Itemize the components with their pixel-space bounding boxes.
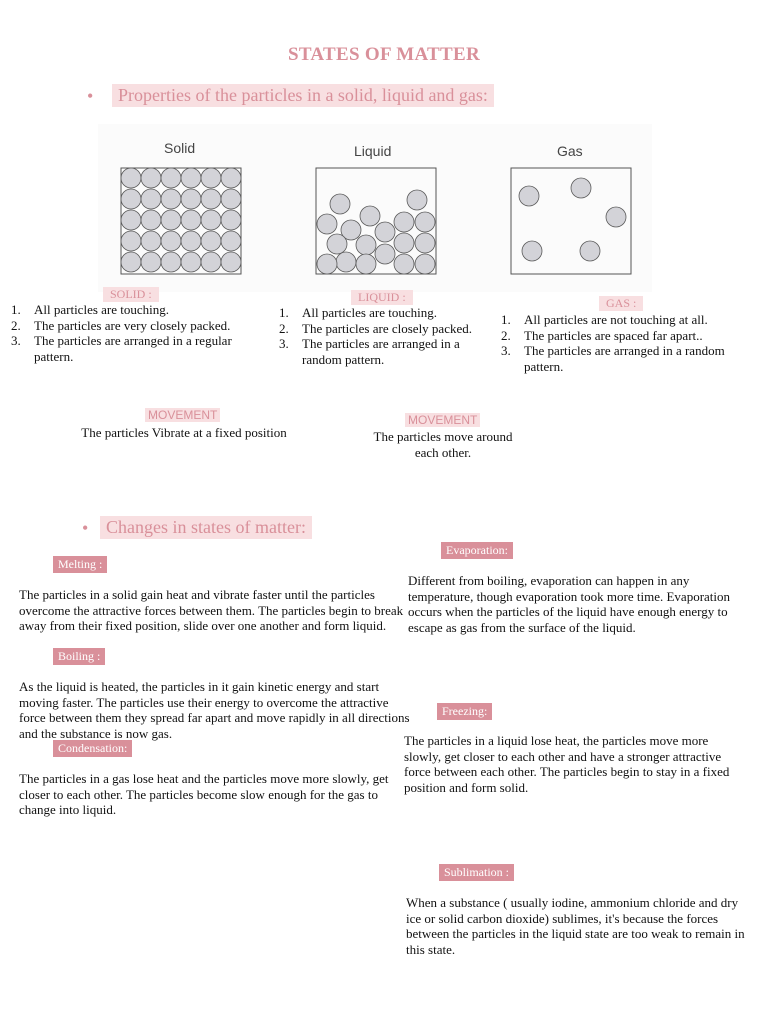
particle — [181, 252, 201, 272]
solid-tag: SOLID : — [103, 287, 159, 302]
particle — [141, 210, 161, 230]
particle — [375, 244, 395, 264]
particle — [221, 189, 241, 209]
particle — [161, 168, 181, 188]
particle — [141, 231, 161, 251]
particle — [121, 231, 141, 251]
particle — [121, 210, 141, 230]
particle — [141, 252, 161, 272]
particle — [317, 214, 337, 234]
particle — [360, 206, 380, 226]
list-item: 1. All particles are touching. — [279, 305, 438, 320]
evaporation-text: Different from boiling, evaporation can happen in any temperature, though evaporation took more time. Evaporation occurs when the particles of the liquid have enough energy to escape as gas from the surface of the liquid. — [408, 573, 731, 635]
list-item: 3. The particles are arranged in a random pattern. — [501, 343, 725, 374]
particle — [181, 231, 201, 251]
particle — [161, 210, 181, 230]
sublimation-tag: Sublimation : — [439, 864, 514, 881]
condensation-text: The particles in a gas lose heat and the particles move more slowly, get closer to each other. The particles become slow enough for the gas to change into liquid. — [19, 771, 389, 817]
particle — [141, 168, 161, 188]
particle — [201, 252, 221, 272]
particle-diagram-svg — [98, 124, 652, 292]
list-item: 3. The particles are arranged in a regular pattern. — [11, 333, 232, 364]
particle — [606, 207, 626, 227]
particle — [221, 231, 241, 251]
section-heading-properties: Properties of the particles in a solid, liquid and gas: — [112, 84, 494, 107]
melting-tag: Melting : — [53, 556, 107, 573]
particle — [161, 231, 181, 251]
freezing-text: The particles in a liquid lose heat, the particles move more slowly, get closer to each other and have a stronger attractive force between each other. The particles begin to stay in a fixed position and form solid. — [404, 733, 730, 795]
solid-particles — [121, 168, 241, 274]
particle — [181, 210, 201, 230]
liquid-label: Liquid — [354, 143, 392, 159]
liquid-properties-list — [279, 305, 499, 367]
particle — [330, 194, 350, 214]
particle — [121, 252, 141, 272]
particle — [161, 252, 181, 272]
particle — [522, 241, 542, 261]
particle — [571, 178, 591, 198]
particle — [221, 210, 241, 230]
liquid-movement-tag: MOVEMENT — [405, 413, 480, 427]
particle — [121, 189, 141, 209]
particle — [375, 222, 395, 242]
condensation-tag: Condensation: — [53, 740, 132, 757]
solid-properties-list — [11, 302, 261, 364]
bullet-marker: • — [82, 518, 89, 538]
section-heading-changes: Changes in states of matter: — [100, 516, 312, 539]
boiling-tag: Boiling : — [53, 648, 105, 665]
particle — [201, 210, 221, 230]
particle — [141, 189, 161, 209]
particle — [121, 168, 141, 188]
freezing-tag: Freezing: — [437, 703, 492, 720]
solid-movement-tag: MOVEMENT — [145, 408, 220, 422]
particle — [317, 254, 337, 274]
liquid-particles — [316, 168, 436, 274]
bullet-marker: • — [87, 86, 94, 106]
list-item: 2. The particles are very closely packed. — [11, 317, 231, 333]
particle — [580, 241, 600, 261]
particle — [394, 212, 414, 232]
particle — [221, 252, 241, 272]
list-item: 2. The particles are spaced far apart.. — [501, 327, 703, 343]
solid-movement-text: The particles Vibrate at a fixed position — [81, 425, 287, 440]
gas-particles — [511, 168, 631, 274]
solid-label: Solid — [164, 140, 196, 156]
evaporation-tag: Evaporation: — [441, 542, 513, 559]
melting-text: The particles in a solid gain heat and vibrate faster until the particles overcome the attractive forces between them. The particles begin to break away from their fixed position, slide over one another and form liquid. — [19, 587, 404, 633]
particle — [201, 231, 221, 251]
particle — [201, 189, 221, 209]
gas-tag: GAS : — [599, 296, 643, 311]
gas-label: Gas — [557, 143, 583, 159]
particle-diagram — [98, 124, 652, 292]
particle — [356, 254, 376, 274]
particle — [394, 254, 414, 274]
particle — [394, 233, 414, 253]
list-item: 2. The particles are closely packed. — [279, 320, 472, 336]
page-title: STATES OF MATTER — [287, 44, 481, 65]
particle — [415, 212, 435, 232]
sublimation-text: When a substance ( usually iodine, ammonium chloride and dry ice or solid carbon dioxide) sublimes, it's because the forces between the particles in the liquid state are too weak to remain in this state. — [406, 895, 745, 957]
gas-properties-list — [501, 312, 756, 374]
particle — [181, 189, 201, 209]
particle — [327, 234, 347, 254]
particle — [415, 233, 435, 253]
particle — [336, 252, 356, 272]
list-item: 1. All particles are touching. — [11, 302, 170, 317]
list-item: 1. All particles are not touching at all. — [501, 312, 708, 327]
particle — [181, 168, 201, 188]
particle — [161, 189, 181, 209]
particle — [519, 186, 539, 206]
boiling-text: As the liquid is heated, the particles in it gain kinetic energy and start moving faster. The particles use their energy to overcome the attractive force between them they spread far apart and move rapidly in all directions and the substance is now gas. — [19, 679, 410, 741]
particle — [221, 168, 241, 188]
particle — [407, 190, 427, 210]
list-item: 3. The particles are arranged in a random pattern. — [279, 336, 460, 367]
liquid-tag: LIQUID : — [351, 290, 413, 305]
particle — [356, 235, 376, 255]
particle — [201, 168, 221, 188]
liquid-movement-text: The particles move around each other. — [373, 429, 513, 460]
particle — [415, 254, 435, 274]
